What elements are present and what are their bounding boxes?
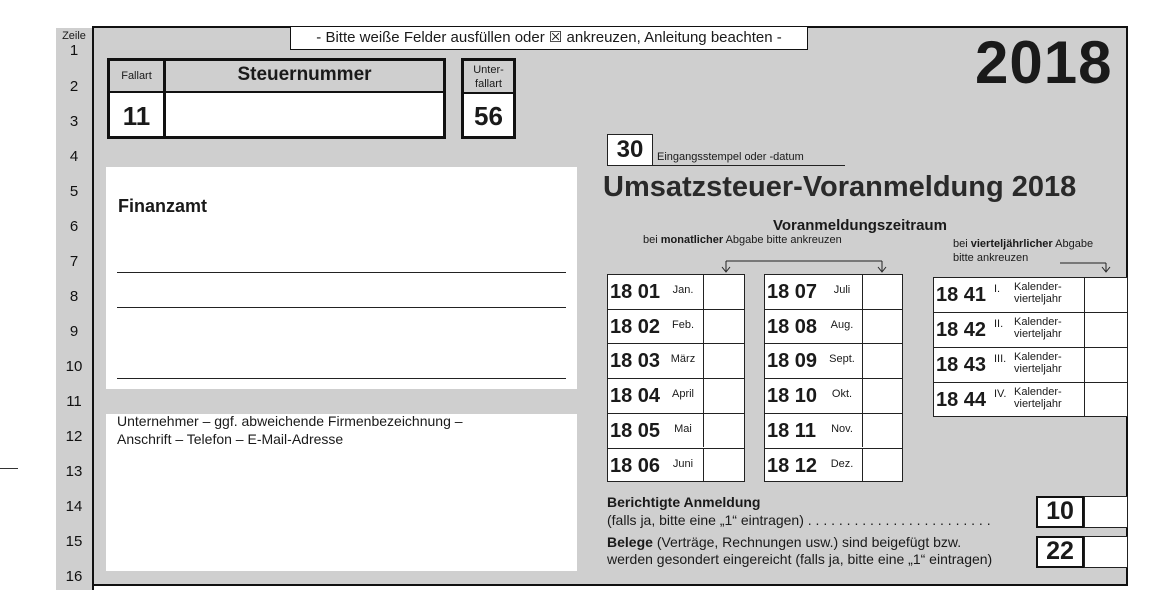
period-code: 18 42 <box>936 319 987 341</box>
unternehmer-label-line1: Unternehmer – ggf. abweichende Firmenbezeichnung – <box>117 413 463 429</box>
line-number: 8 <box>69 288 79 305</box>
stamp-code: 30 <box>616 136 644 163</box>
month-label: Feb. <box>671 318 694 331</box>
stamp-underline <box>653 165 845 166</box>
period-code: 18 02 <box>610 315 661 338</box>
line-number: 11 <box>66 393 82 410</box>
finanzamt-line-1 <box>117 272 566 273</box>
line-number: 4 <box>69 148 79 165</box>
period-code: 18 08 <box>767 315 818 338</box>
month-label: Nov. <box>831 422 853 435</box>
quarter-label-2: vierteljahr <box>1014 293 1062 305</box>
quarter-roman: II. <box>994 318 1004 330</box>
quarterly-bold: vierteljährlicher <box>970 238 1053 250</box>
period-checkbox[interactable] <box>703 274 745 309</box>
period-code: 18 05 <box>610 419 661 442</box>
quarter-label-1: Kalender- <box>1014 386 1062 398</box>
berichtigt-code: 10 <box>1046 497 1074 525</box>
margin-tick <box>0 468 18 469</box>
line-number: 7 <box>69 253 79 270</box>
month-label: Dez. <box>830 457 854 470</box>
line-number: 3 <box>69 113 79 130</box>
quarter-roman: III. <box>994 353 1007 365</box>
steuernummer-input[interactable] <box>168 95 441 135</box>
belege-text2: werden gesondert eingereicht (falls ja, bitte eine „1“ eintragen) <box>607 551 993 567</box>
steuernummer-header-divider <box>107 91 446 93</box>
quarter-label-2: vierteljahr <box>1014 363 1062 375</box>
monthly-post: Abgabe bitte ankreuzen <box>725 234 842 246</box>
month-label: März <box>670 353 696 366</box>
belege-code: 22 <box>1046 537 1074 565</box>
instruction-text-post: ankreuzen, Anleitung beachten - <box>566 29 782 46</box>
quarter-label-1: Kalender- <box>1014 316 1062 328</box>
period-code: 18 12 <box>767 454 818 477</box>
line-number: 2 <box>69 78 79 95</box>
quarter-label-1: Kalender- <box>1014 351 1062 363</box>
period-checkbox[interactable] <box>703 309 745 344</box>
line-number: 15 <box>65 533 83 550</box>
belege-input[interactable] <box>1084 536 1128 568</box>
unterfallart-divider <box>461 92 516 94</box>
line-number: 10 <box>65 358 83 375</box>
berichtigt-title: Berichtigte Anmeldung <box>607 494 761 510</box>
period-checkbox[interactable] <box>703 378 745 413</box>
month-label: Sept. <box>829 353 855 366</box>
period-checkbox[interactable] <box>862 378 903 413</box>
month-label: Juni <box>672 457 694 470</box>
checkbox-icon: ☒ <box>548 29 563 46</box>
berichtigt-text: (falls ja, bitte eine „1“ eintragen) . . . . . . . . . . . . . . . . . . . . . . . . <box>607 512 991 528</box>
quarter-label-1: Kalender- <box>1014 281 1062 293</box>
period-code: 18 03 <box>610 350 661 373</box>
quarter-roman: I. <box>994 283 1001 295</box>
period-checkbox[interactable] <box>862 309 903 344</box>
belege-text1: (Verträge, Rechnungen usw.) sind beigefügt bzw. <box>656 534 962 550</box>
unterfallart-label: Unter-fallart <box>473 64 504 90</box>
instruction-banner <box>290 26 808 50</box>
line-number: 6 <box>69 218 79 235</box>
line-number: 16 <box>65 568 83 585</box>
monthly-bold: monatlicher <box>660 234 724 246</box>
berichtigt-input[interactable] <box>1084 496 1128 528</box>
quarterly-line2: bitte ankreuzen <box>953 252 1029 264</box>
belege-text-1 <box>607 534 961 550</box>
month-label: April <box>671 388 694 401</box>
line-number: 5 <box>69 183 79 200</box>
line-number: 14 <box>65 498 83 515</box>
line-number: 12 <box>65 428 83 445</box>
period-code: 18 44 <box>936 389 987 411</box>
period-checkbox[interactable] <box>862 413 903 448</box>
period-code: 18 06 <box>610 454 661 477</box>
period-checkbox[interactable] <box>1084 382 1128 417</box>
period-code: 18 11 <box>767 419 816 442</box>
period-checkbox[interactable] <box>703 343 745 378</box>
period-code: 18 04 <box>610 385 661 408</box>
period-checkbox[interactable] <box>862 448 903 483</box>
quarter-label-2: vierteljahr <box>1014 398 1062 410</box>
period-checkbox[interactable] <box>862 343 903 378</box>
year-label: 2018 <box>975 29 1113 96</box>
period-code: 18 07 <box>767 281 818 303</box>
instruction-text-pre: - Bitte weiße Felder ausfüllen oder <box>316 29 545 46</box>
month-label: Okt. <box>831 388 853 401</box>
monthly-instruction <box>643 234 842 246</box>
period-code: 18 10 <box>767 385 818 408</box>
period-code: 18 41 <box>936 284 987 306</box>
quarter-roman: IV. <box>994 388 1007 400</box>
period-checkbox[interactable] <box>1084 277 1128 312</box>
steuernummer-label: Steuernummer <box>237 64 372 85</box>
finanzamt-label: Finanzamt <box>118 196 208 216</box>
month-label: Aug. <box>830 318 854 331</box>
form-title: Umsatzsteuer-Voranmeldung 2018 <box>603 171 1077 203</box>
period-checkbox[interactable] <box>1084 312 1128 347</box>
finanzamt-line-3 <box>117 378 566 379</box>
monthly-pre: bei <box>643 234 658 246</box>
monthly-arrows-icon <box>720 258 890 274</box>
line-number: 9 <box>69 323 79 340</box>
month-label: Jan. <box>672 284 694 296</box>
period-checkbox[interactable] <box>703 413 745 448</box>
period-checkbox[interactable] <box>862 274 903 309</box>
belege-title: Belege <box>607 534 653 550</box>
line-number: 13 <box>65 463 83 480</box>
period-code: 18 09 <box>767 350 818 373</box>
unternehmer-label-line2: Anschrift – Telefon – E-Mail-Adresse <box>117 431 344 447</box>
month-label: Mai <box>674 422 692 435</box>
period-code: 18 01 <box>610 281 661 303</box>
period-code: 18 43 <box>936 354 987 376</box>
line-number: 1 <box>69 42 79 59</box>
period-checkbox[interactable] <box>1084 347 1128 382</box>
finanzamt-line-2 <box>117 307 566 308</box>
zeile-label: Zeile <box>62 30 86 42</box>
quarterly-post: Abgabe <box>1055 238 1094 250</box>
stamp-label: Eingangsstempel oder -datum <box>657 151 804 163</box>
quarter-label-2: vierteljahr <box>1014 328 1062 340</box>
quarterly-arrow-icon <box>1058 258 1114 274</box>
period-checkbox[interactable] <box>703 448 745 483</box>
unterfallart-value: 56 <box>474 101 503 131</box>
fallart-value: 11 <box>122 101 151 131</box>
month-label: Juli <box>833 284 851 296</box>
fallart-label: Fallart <box>121 70 152 82</box>
quarterly-pre: bei <box>953 238 968 250</box>
period-heading: Voranmeldungszeitraum <box>773 217 947 234</box>
